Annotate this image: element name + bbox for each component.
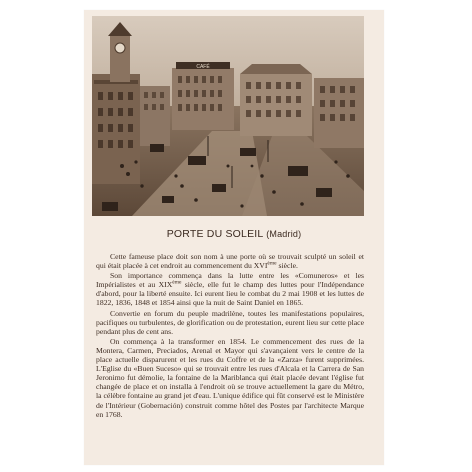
paragraph-3: Convertie en forum du peuple madrilène, toutes les manifestations populaires, pacifiques ou turbulentes, de glorification ou de protestation, eurent lieu sur cette place pendant plus de cent ans. (96, 308, 364, 336)
plaza-photo-illustration (92, 16, 364, 216)
caption-place: PORTE DU SOLEIL (166, 228, 264, 240)
central-curved-building (172, 62, 234, 130)
paragraph-2: Son importance commença dans la lutte entre les «Comuneros» et les Impérialistes et au XIXème siècle, elle fut le champ des luttes pour l'Indépendance d'abord, pour la liberté ensuite. Ici eurent lieu le combat du 2 mai 1908 et les luttes de 1822, 1836, 1848 et 1854 ainsi que la nuit de Saint Daniel en 1865. (96, 271, 364, 308)
paragraph-4: On commença à la transformer en 1854. Le commencement des rues de la Montera, Carmen, Preciados, Arenal et Mayor qui s'avançaient vers le centre de la place actuelle disparurent et les rues du Coffre et de la «Zarza» furent supprimées. L'Eglise du «Buen Suceso» qui se trouvait entre les rues d'Alcala et la Carrera de San Jeronimo fut démolie, la fontaine de la Mariblanca qui était placée devant l'église fut changée de place et on installa à l'endroit où se trouve actuellement la gare du Métro, la célèbre fontaine au grand jet d'eau. L'unique édifice qui fût conservé est le Ministère de l'Intérieur (Gobernación) construit comme hôtel des Postes par l'architecte Marque en 1768. (96, 336, 364, 419)
postcard (84, 10, 384, 465)
description-text (96, 252, 364, 460)
photo-caption (84, 228, 384, 240)
paragraph-1: Cette fameuse place doit son nom à une porte où se trouvait sculpté un soleil et qui était placée à cet endroit au commencement du XVIème siècle. (96, 252, 364, 271)
caption-city: (Madrid) (266, 229, 302, 239)
plaza-photograph (92, 16, 364, 216)
rooftop-sign-text: CAFÉ (196, 64, 210, 70)
